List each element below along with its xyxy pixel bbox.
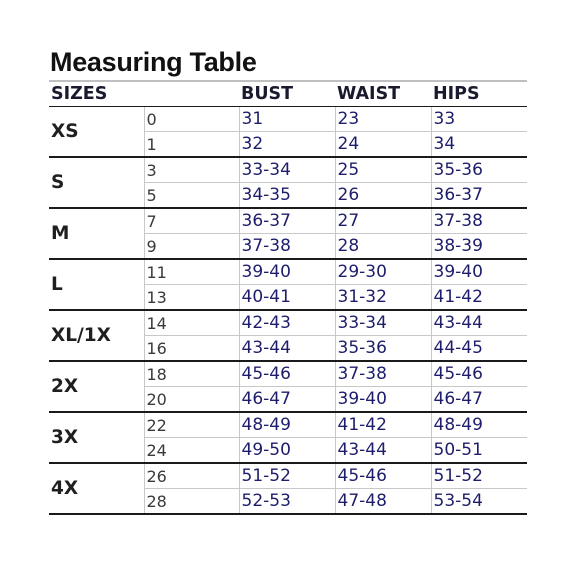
hips-value: 35-36 — [431, 157, 527, 183]
bust-value: 42-43 — [239, 310, 335, 336]
table-row — [49, 208, 527, 234]
header-hips: HIPS — [431, 81, 527, 107]
size-number: 28 — [144, 489, 239, 515]
bust-value: 32 — [239, 132, 335, 158]
size-number: 16 — [144, 336, 239, 362]
hips-value: 44-45 — [431, 336, 527, 362]
bust-value: 34-35 — [239, 183, 335, 209]
waist-value: 23 — [335, 107, 431, 132]
size-number: 3 — [144, 157, 239, 183]
waist-value: 45-46 — [335, 463, 431, 489]
hips-value: 37-38 — [431, 208, 527, 234]
size-label: M — [49, 208, 144, 259]
hips-value: 50-51 — [431, 438, 527, 464]
table-row — [49, 157, 527, 183]
waist-value: 27 — [335, 208, 431, 234]
waist-value: 24 — [335, 132, 431, 158]
waist-value: 35-36 — [335, 336, 431, 362]
size-label: L — [49, 259, 144, 310]
size-number: 18 — [144, 361, 239, 387]
hips-value: 46-47 — [431, 387, 527, 413]
bust-value: 52-53 — [239, 489, 335, 515]
waist-value: 29-30 — [335, 259, 431, 285]
size-number: 5 — [144, 183, 239, 209]
table-row — [49, 310, 527, 336]
table-row — [49, 412, 527, 438]
hips-value: 39-40 — [431, 259, 527, 285]
header-sizes: SIZES — [49, 81, 239, 107]
bust-value: 49-50 — [239, 438, 335, 464]
size-label: S — [49, 157, 144, 208]
waist-value: 47-48 — [335, 489, 431, 515]
hips-value: 53-54 — [431, 489, 527, 515]
waist-value: 25 — [335, 157, 431, 183]
size-number: 9 — [144, 234, 239, 260]
size-label: 3X — [49, 412, 144, 463]
bust-value: 43-44 — [239, 336, 335, 362]
size-label: XL/1X — [49, 310, 144, 361]
measuring-table — [49, 80, 527, 515]
bust-value: 48-49 — [239, 412, 335, 438]
waist-value: 26 — [335, 183, 431, 209]
page-title: Measuring Table — [50, 47, 257, 77]
size-number: 26 — [144, 463, 239, 489]
table-row — [49, 361, 527, 387]
waist-value: 43-44 — [335, 438, 431, 464]
size-number: 14 — [144, 310, 239, 336]
hips-value: 48-49 — [431, 412, 527, 438]
size-number: 1 — [144, 132, 239, 158]
hips-value: 38-39 — [431, 234, 527, 260]
hips-value: 36-37 — [431, 183, 527, 209]
waist-value: 39-40 — [335, 387, 431, 413]
bust-value: 36-37 — [239, 208, 335, 234]
bust-value: 33-34 — [239, 157, 335, 183]
hips-value: 43-44 — [431, 310, 527, 336]
table-header-row — [49, 81, 527, 107]
size-label: 4X — [49, 463, 144, 514]
hips-value: 45-46 — [431, 361, 527, 387]
waist-value: 31-32 — [335, 285, 431, 311]
size-number: 24 — [144, 438, 239, 464]
size-number: 22 — [144, 412, 239, 438]
waist-value: 33-34 — [335, 310, 431, 336]
table-row — [49, 259, 527, 285]
size-label: 2X — [49, 361, 144, 412]
size-number: 20 — [144, 387, 239, 413]
bust-value: 46-47 — [239, 387, 335, 413]
header-waist: WAIST — [335, 81, 431, 107]
hips-value: 51-52 — [431, 463, 527, 489]
waist-value: 41-42 — [335, 412, 431, 438]
size-label: XS — [49, 107, 144, 158]
hips-value: 41-42 — [431, 285, 527, 311]
size-number: 13 — [144, 285, 239, 311]
bust-value: 31 — [239, 107, 335, 132]
bust-value: 37-38 — [239, 234, 335, 260]
bust-value: 39-40 — [239, 259, 335, 285]
hips-value: 33 — [431, 107, 527, 132]
size-number: 0 — [144, 107, 239, 132]
size-number: 7 — [144, 208, 239, 234]
bust-value: 40-41 — [239, 285, 335, 311]
waist-value: 28 — [335, 234, 431, 260]
waist-value: 37-38 — [335, 361, 431, 387]
bust-value: 45-46 — [239, 361, 335, 387]
hips-value: 34 — [431, 132, 527, 158]
size-number: 11 — [144, 259, 239, 285]
header-bust: BUST — [239, 81, 335, 107]
table-row — [49, 107, 527, 132]
table-row — [49, 463, 527, 489]
bust-value: 51-52 — [239, 463, 335, 489]
